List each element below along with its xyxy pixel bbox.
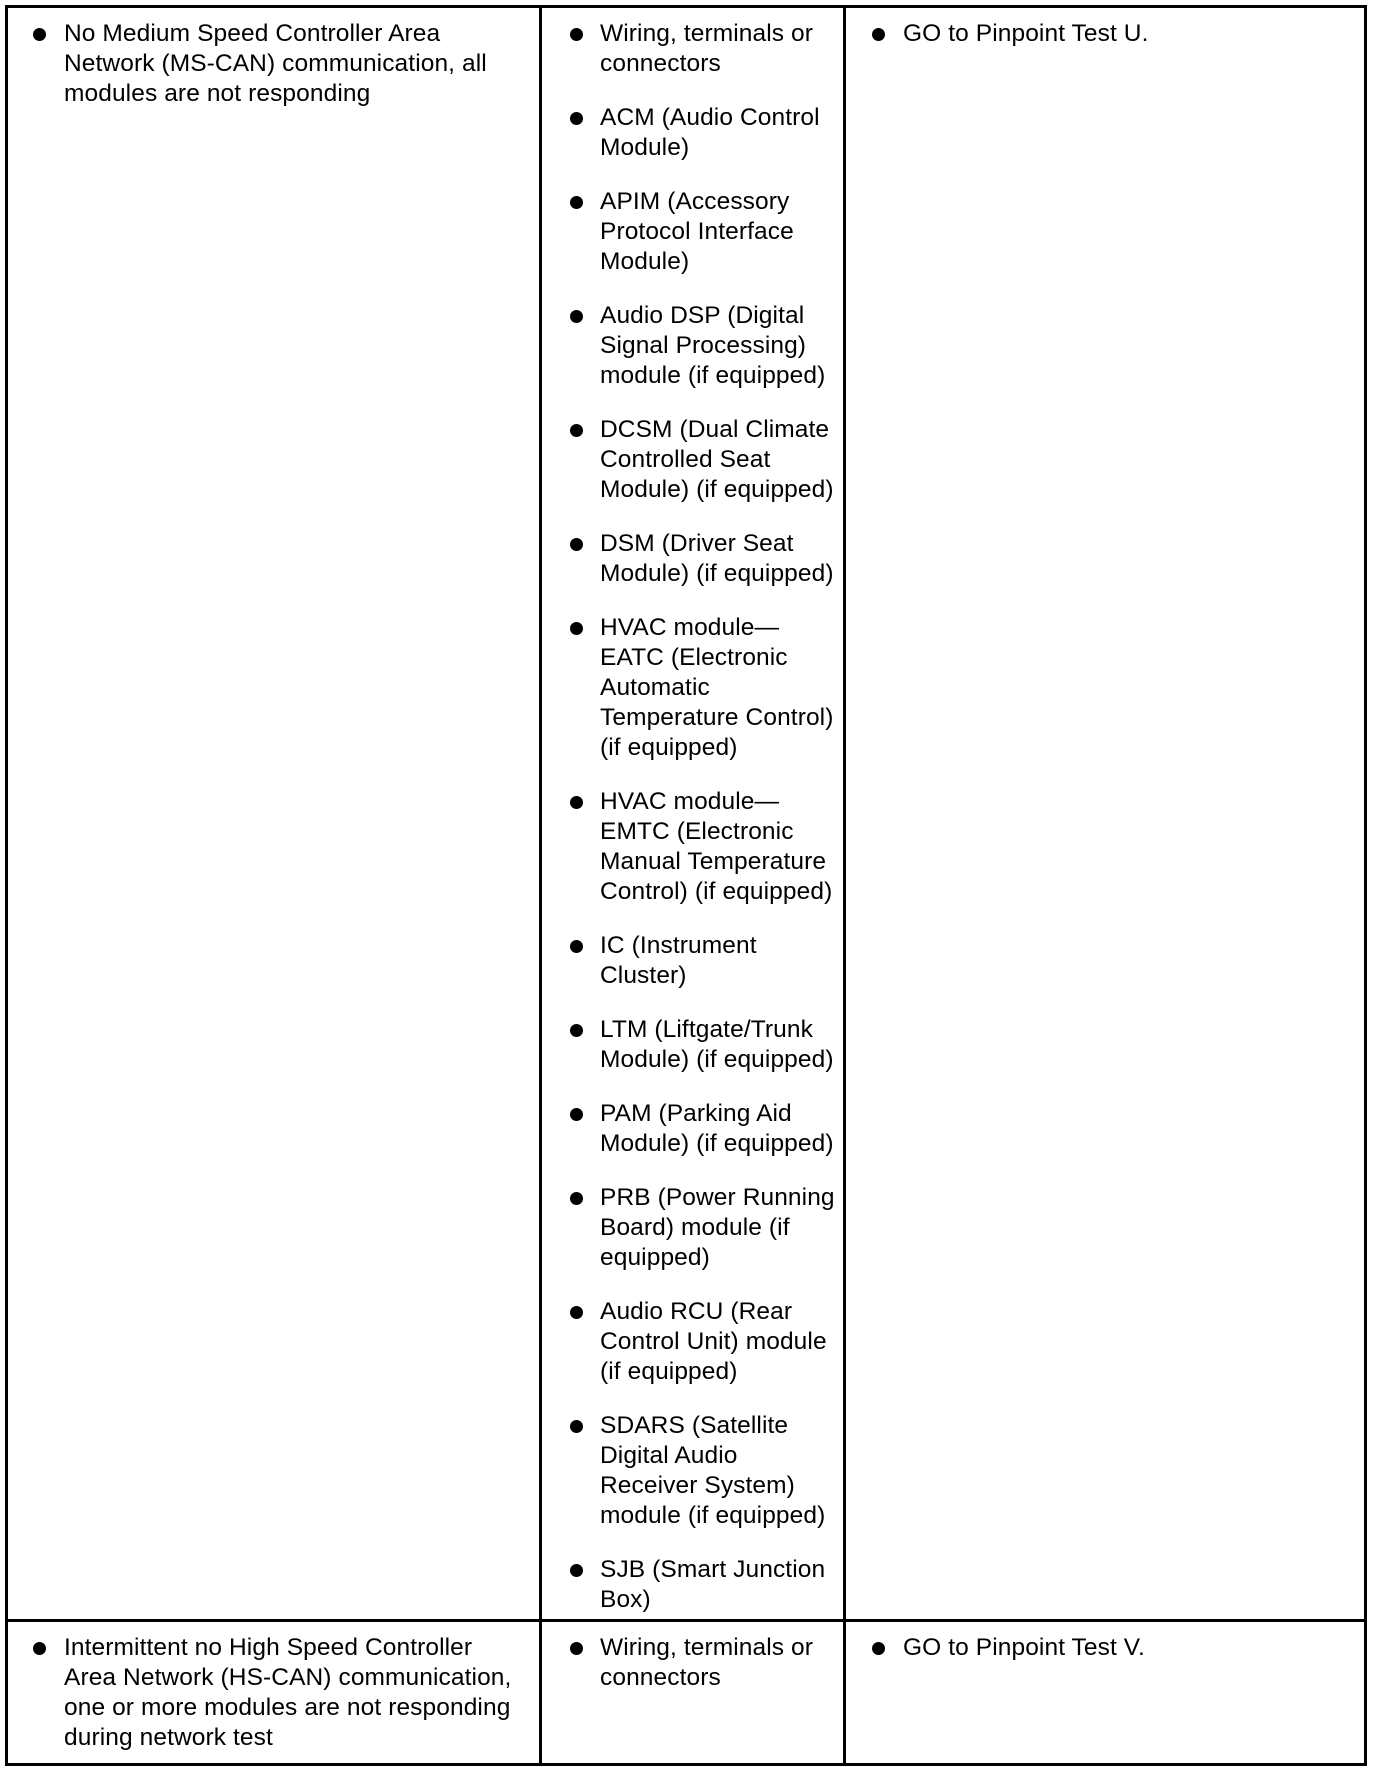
action-cell xyxy=(845,7,1366,1621)
bullet-icon xyxy=(570,538,583,551)
bullet-icon xyxy=(570,1642,583,1655)
table-row xyxy=(7,7,1366,1621)
possible-sources-cell xyxy=(541,1621,845,1765)
bullet-icon xyxy=(872,1642,885,1655)
list-item: Audio DSP (Digital Signal Processing) module (if equipped) xyxy=(600,301,839,391)
possible-sources-cell xyxy=(541,7,845,1621)
bullet-icon xyxy=(33,28,46,41)
list-item: Audio RCU (Rear Control Unit) module (if equipped) xyxy=(600,1297,839,1387)
bullet-icon xyxy=(570,424,583,437)
list-item: ACM (Audio Control Module) xyxy=(600,103,839,163)
bullet-icon xyxy=(570,796,583,809)
list-item: SJB (Smart Junction Box) xyxy=(600,1555,839,1615)
bullet-icon xyxy=(570,1024,583,1037)
condition-item xyxy=(64,19,529,109)
bullet-icon xyxy=(570,112,583,125)
list-item: HVAC module—EMTC (Electronic Manual Temperature Control) (if equipped) xyxy=(600,787,839,907)
list-item: DSM (Driver Seat Module) (if equipped) xyxy=(600,529,839,589)
bullet-icon xyxy=(570,1564,583,1577)
list-item: APIM (Accessory Protocol Interface Module) xyxy=(600,187,839,277)
list-item: Wiring, terminals or connectors xyxy=(600,19,839,79)
action-text: GO to Pinpoint Test U. xyxy=(903,20,1149,47)
action-item xyxy=(903,19,1354,49)
bullet-icon xyxy=(570,1108,583,1121)
list-item: PAM (Parking Aid Module) (if equipped) xyxy=(600,1099,839,1159)
condition-text: Intermittent no High Speed Controller Area Network (HS-CAN) communication, one or more modules are not responding during network test xyxy=(64,1634,512,1751)
action-text: GO to Pinpoint Test V. xyxy=(903,1634,1145,1661)
symptom-chart-table xyxy=(5,5,1367,1766)
condition-item xyxy=(64,1633,529,1753)
condition-cell xyxy=(7,1621,541,1765)
bullet-icon xyxy=(570,940,583,953)
bullet-icon xyxy=(570,622,583,635)
list-item: DCSM (Dual Climate Controlled Seat Module) (if equipped) xyxy=(600,415,839,505)
list-item: PRB (Power Running Board) module (if equipped) xyxy=(600,1183,839,1273)
bullet-icon xyxy=(872,28,885,41)
list-item: Wiring, terminals or connectors xyxy=(600,1633,839,1693)
list-item: SDARS (Satellite Digital Audio Receiver System) module (if equipped) xyxy=(600,1411,839,1531)
bullet-icon xyxy=(33,1642,46,1655)
action-cell xyxy=(845,1621,1366,1765)
list-item: IC (Instrument Cluster) xyxy=(600,931,839,991)
table-row xyxy=(7,1621,1366,1765)
action-item xyxy=(903,1633,1354,1663)
bullet-icon xyxy=(570,1192,583,1205)
list-item: HVAC module—EATC (Electronic Automatic Temperature Control) (if equipped) xyxy=(600,613,839,763)
condition-cell xyxy=(7,7,541,1621)
list-item: LTM (Liftgate/Trunk Module) (if equipped) xyxy=(600,1015,839,1075)
bullet-icon xyxy=(570,196,583,209)
bullet-icon xyxy=(570,1420,583,1433)
condition-text: No Medium Speed Controller Area Network (MS-CAN) communication, all modules are not responding xyxy=(64,20,487,107)
bullet-icon xyxy=(570,28,583,41)
bullet-icon xyxy=(570,310,583,323)
bullet-icon xyxy=(570,1306,583,1319)
